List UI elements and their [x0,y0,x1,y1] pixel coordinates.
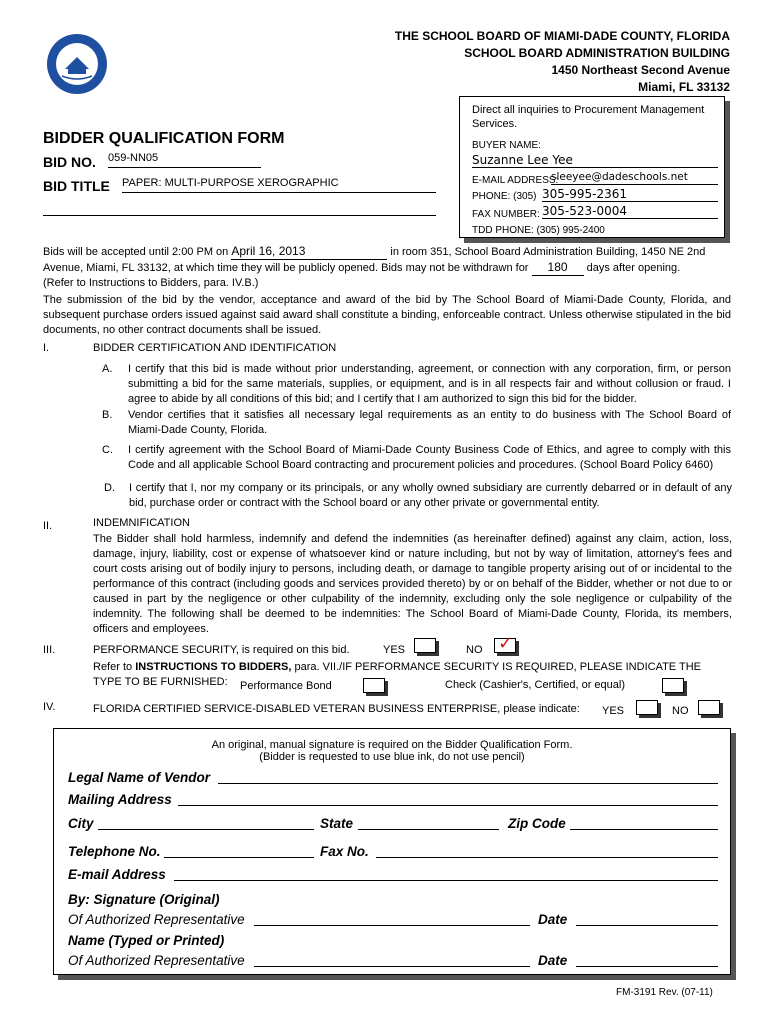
fax-value: 305-523-0004 [542,204,628,218]
veteran-yes-checkbox[interactable] [636,700,658,715]
fax-label: FAX NUMBER: [472,209,540,220]
buyer-value: Suzanne Lee Yee [472,153,573,167]
fax-field[interactable] [376,857,718,858]
email-field[interactable] [551,171,718,185]
form-title: BIDDER QUALIFICATION FORM [43,130,285,147]
section-2-number: II. [43,520,53,532]
perf-no-label: NO [466,644,483,656]
veteran-no-label: NO [672,705,689,717]
org-name: THE SCHOOL BOARD OF MIAMI-DADE COUNTY, FLORIDA [394,29,730,43]
refer-instructions-text: (Refer to Instructions to Bidders, para. IV.B.) [43,277,259,289]
buyer-label: BUYER NAME: [472,140,541,151]
telephone-label: Telephone No. [68,844,161,859]
org-city: Miami, FL 33132 [638,80,730,94]
zip-label: Zip Code [508,816,566,831]
fax-label: Fax No. [320,844,369,859]
perf-no-checkbox[interactable] [494,633,516,653]
name-typed-heading-row [68,930,718,950]
veteran-yes-label: YES [602,705,625,717]
bid-date-value: April 16, 2013 [231,244,306,258]
opening-text: Avenue, Miami, FL 33132, at which time they will be publicly opened. Bids may not be withdrawn for [43,262,529,274]
check-option-label: Check (Cashier's, Certified, or equal) [445,679,626,691]
phone-field[interactable] [542,187,718,202]
withdraw-days-field[interactable] [532,260,584,276]
printed-name-field[interactable] [254,966,530,967]
signature-heading-row [68,889,718,909]
item-c-text: I certify agreement with the School Board of Miami-Dade County Business Code of Ethics, and agree to comply with this Code and all applicable School Board contracting and procurement policies and procedures. (School Board Policy 6460) [128,444,731,471]
item-d-label: D. [104,482,115,494]
procurement-contact-box [459,96,725,238]
legal-name-label: Legal Name of Vendor [68,770,211,785]
signature-original-label: By: Signature (Original) [68,892,220,907]
bid-no-label: BID NO. [43,154,96,170]
item-c-label: C. [102,444,113,456]
refer-instructions-bold: INSTRUCTIONS TO BIDDERS, [135,661,292,673]
item-a-text: I certify that this bid is made without prior understanding, agreement, or connection with any corporation, firm, or person submitting a bid for the same materials, supplies, or equipment, and is in all respects fair and without collusion or fraud. I agree to abide by all conditions of this bid; and I certify that I am authorized to sign this bid for the bidder. [128,363,731,405]
mailing-address-field[interactable] [178,805,718,806]
bid-date-field[interactable] [231,244,387,260]
email-address-field[interactable] [174,880,718,881]
checkmark-icon: ✓ [498,633,514,653]
printed-date-field[interactable] [576,966,718,967]
bid-title-value: PAPER: MULTI-PURPOSE XEROGRAPHIC [122,177,339,189]
deadline-text: Bids will be accepted until 2:00 PM on [43,246,229,258]
contact-intro: Direct all inquiries to Procurement Management Services. [472,104,705,130]
section-1-title: BIDDER CERTIFICATION AND IDENTIFICATION [93,342,337,354]
section-1-number: I. [43,342,50,354]
phone-label: PHONE: (305) [472,191,537,202]
zip-field[interactable] [570,829,718,830]
authorized-rep-label: Of Authorized Representative [68,912,245,927]
buyer-field[interactable] [472,153,718,168]
form-revision: FM-3191 Rev. (07-11) [616,987,713,998]
item-d-text: I certify that I, nor my company or its principals, or any wholly owned subsidiary are currently debarred or in default of any bid, purchase order or contract with the School board or any other private or governmental entity. [129,482,732,509]
city-label: City [68,816,94,831]
section-4-number: IV. [43,701,56,713]
blue-ink-note: (Bidder is requested to use blue ink, do not use pencil) [259,751,525,763]
binding-contract-paragraph: The submission of the bid by the vendor, acceptance and award of the bid by The School Board of Miami-Dade County, Florida, and subsequent purchase orders issued against said award shall constitute a binding, enforceable contract. Unless otherwise stipulated in the bid documents, no other contract documents shall be issued. [43,294,731,336]
school-board-seal-logo [46,33,108,95]
item-b-text: Vendor certifies that it satisfies all necessary legal requirements as an entity to do business with The School Board of Miami-Dade County, Florida. [128,409,731,436]
bid-title-continuation-line[interactable] [43,200,436,216]
section-2-title: INDEMNIFICATION [93,517,190,529]
org-street: 1450 Northeast Second Avenue [551,63,730,77]
city-field[interactable] [98,829,314,830]
authorized-rep-label-2: Of Authorized Representative [68,953,245,968]
section-3-number: III. [43,644,56,656]
item-a-label: A. [102,363,113,375]
email-label: E-MAIL ADDRESS: [472,175,559,186]
email-address-label: E-mail Address [68,867,166,882]
indemnification-text: The Bidder shall hold harmless, indemnify and defend the indemnities (as hereinafter defined) against any claim, action, loss, damage, injury, liability, cost or expense of whatsoever kind or nature including, but not by way of limitation, attorney's fees and court costs arising out of bodily injury to persons, including death, or damage to tangible property arising out of or incidental to the performance of this contract (including goods and services provided thereto) by or on behalf of the Bidder, whether or not due to or caused in part by the negligence or other culpability of the indemnity, excluding only the sole negligence or culpability of the indemnity. The following shall be deemed to be indemnities: The School Board of Miami-Dade County, Florida, its members, officers and employees. [93,533,732,635]
check-option-checkbox[interactable] [662,678,684,693]
refer-instructions-line [93,660,701,675]
item-b-label: B. [102,409,113,421]
bid-title-label: BID TITLE [43,178,110,194]
opening-text-end: days after opening. [586,262,681,274]
deadline-location-text: in room 351, School Board Administration Building, 1450 NE 2nd [390,246,706,258]
submission-paragraph [43,244,733,291]
email-value: sleeyee@dadeschools.net [551,171,688,183]
bid-no-value: 059-NN05 [108,152,159,164]
mailing-address-row [68,789,718,809]
mailing-address-label: Mailing Address [68,792,172,807]
signature-date-field[interactable] [576,925,718,926]
phone-fax-row [68,841,718,861]
refer-suffix: para. VII./IF PERFORMANCE SECURITY IS REQUIRED, PLEASE INDICATE THE [294,661,702,673]
signature-note: An original, manual signature is required on the Bidder Qualification Form. [211,739,573,751]
fax-field[interactable] [542,204,718,219]
refer-prefix: Refer to [93,661,133,673]
performance-security-text: PERFORMANCE SECURITY, is required on this bid. [93,644,350,656]
name-typed-label: Name (Typed or Printed) [68,933,225,948]
bid-no-field[interactable] [108,152,261,168]
perf-yes-checkbox[interactable] [414,638,436,653]
perf-yes-label: YES [383,644,406,656]
printed-name-row [68,950,718,970]
withdraw-days-value: 180 [547,260,568,274]
legal-name-row [68,767,718,787]
city-state-zip-row [68,813,718,833]
type-furnished-label: TYPE TO BE FURNISHED: [93,676,228,688]
performance-bond-checkbox[interactable] [363,678,385,693]
telephone-field[interactable] [164,857,314,858]
phone-value: 305-995-2361 [542,187,628,201]
state-label: State [320,816,354,831]
printed-date-label: Date [538,953,568,968]
signature-field[interactable] [254,925,530,926]
state-field[interactable] [358,829,499,830]
veteran-no-checkbox[interactable] [698,700,720,715]
signature-date-label: Date [538,912,568,927]
tdd-phone: TDD PHONE: (305) 995-2400 [472,225,605,236]
bid-title-field[interactable] [122,177,436,193]
legal-name-field[interactable] [218,783,718,784]
signature-block [53,728,731,975]
org-building: SCHOOL BOARD ADMINISTRATION BUILDING [464,46,730,60]
email-row [68,864,718,884]
performance-bond-label: Performance Bond [240,680,332,692]
veteran-enterprise-text: FLORIDA CERTIFIED SERVICE-DISABLED VETERAN BUSINESS ENTERPRISE, please indicate: [93,703,580,715]
signature-row [68,909,718,929]
